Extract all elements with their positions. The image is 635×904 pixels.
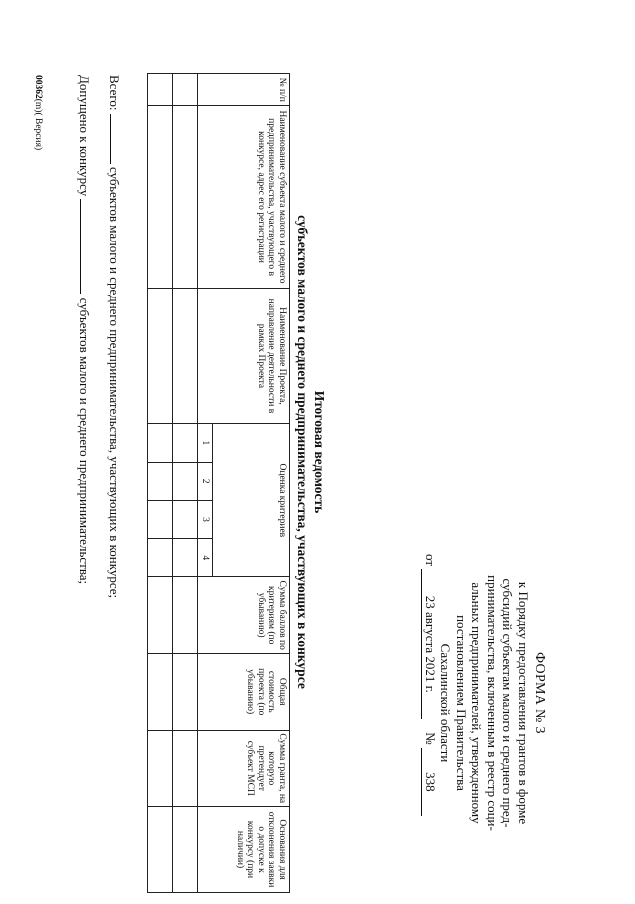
admitted-text: субъектов малого и среднего предпринимательства; — [77, 297, 92, 585]
header-line: альных предпринимателей, утвержденному — [469, 582, 485, 824]
table-cell — [148, 500, 173, 538]
criteria-sub-4: 4 — [198, 539, 213, 577]
table-cell — [148, 807, 173, 893]
header-line: субсидий субъектам малого и среднего пред- — [500, 578, 516, 828]
approval-header — [422, 548, 532, 858]
table-cell — [148, 539, 173, 577]
col-header-grant-sum: Сумма гранта, на которую претендует субъект МСП — [198, 730, 290, 807]
table-cell — [173, 424, 198, 462]
version-suffix: (m)( Версия) — [33, 98, 43, 151]
table-cell — [173, 462, 198, 500]
document-title: Итоговая ведомость — [312, 390, 327, 514]
version-code: 00362 — [33, 75, 43, 99]
admitted-line — [76, 75, 92, 584]
table-cell — [173, 106, 198, 288]
total-line — [106, 75, 122, 598]
table-cell — [173, 74, 198, 106]
header-line: Сахалинской области — [438, 643, 454, 763]
table-header-row — [213, 74, 290, 893]
criteria-sub-3: 3 — [198, 500, 213, 538]
table-cell — [173, 807, 198, 893]
version-stamp — [33, 75, 43, 150]
header-line: постановлением Правительства — [454, 615, 469, 791]
table-cell — [148, 462, 173, 500]
form-title: ФОРМА № 3 — [532, 652, 547, 734]
table-cell — [173, 500, 198, 538]
table-cell — [173, 653, 198, 730]
total-label: Всего: — [107, 75, 122, 111]
total-blank — [110, 114, 111, 164]
col-header-project: Наименование Проекта, направление деятельности в рамках Проекта — [198, 288, 290, 424]
approval-date: 23 августа 2021 г. — [422, 569, 439, 719]
table-cell — [148, 424, 173, 462]
table-cell — [148, 106, 173, 288]
number-prefix: № — [423, 732, 438, 745]
criteria-sub-1: 1 — [198, 424, 213, 462]
header-line: к Порядку предоставления грантов в форме — [516, 581, 531, 825]
table-row — [148, 74, 173, 893]
admitted-blank — [80, 199, 81, 294]
col-header-name: Наименование субъекта малого и среднего предпринимательства, участвующего в конкурсе, адрес его регистрации — [198, 106, 290, 288]
approval-date-line — [422, 548, 439, 858]
table-cell — [148, 288, 173, 424]
total-text: субъектов малого и среднего предпринимательства, участвующих в конкурсе; — [107, 167, 122, 599]
criteria-sub-2: 2 — [198, 462, 213, 500]
col-header-number: № п/п — [198, 74, 290, 106]
col-header-criteria: Оценка критериев — [213, 424, 290, 577]
table-cell — [173, 539, 198, 577]
table-cell — [173, 730, 198, 807]
summary-table — [147, 73, 290, 893]
approval-number: 338 — [422, 748, 439, 816]
col-header-project-cost: Общая стоимость проекта (по убыванию) — [198, 653, 290, 730]
table-row — [173, 74, 198, 893]
table-cell — [148, 653, 173, 730]
col-header-rejection: Основания для отклонения заявки о допуске к конкурсу (при наличии) — [198, 807, 290, 893]
date-prefix: от — [423, 554, 438, 567]
table-cell — [173, 577, 198, 654]
table-cell — [173, 288, 198, 424]
table-cell — [148, 577, 173, 654]
header-line: принимательства, включенным в реестр соци- — [485, 575, 500, 831]
admitted-label: Допущено к конкурсу — [77, 75, 92, 197]
table-cell — [148, 74, 173, 106]
document-subtitle: субъектов малого и среднего предпринимательства, участвующих в конкурсе — [295, 215, 310, 689]
table-cell — [148, 730, 173, 807]
col-header-score-sum: Сумма баллов по критериям (по убыванию) — [198, 577, 290, 654]
